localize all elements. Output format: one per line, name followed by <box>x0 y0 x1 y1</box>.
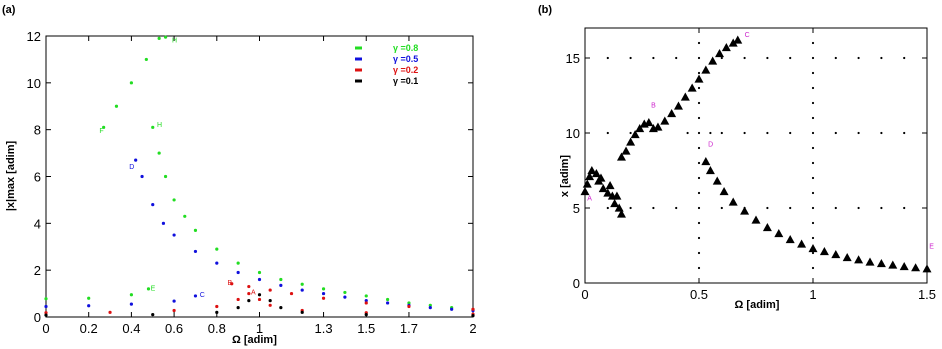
triangle-marker <box>695 75 704 83</box>
x-tick-label: 0.4 <box>122 321 141 336</box>
grid-dot <box>835 207 837 209</box>
data-point <box>269 304 272 307</box>
y-tick-label: 6 <box>33 169 41 185</box>
data-point <box>215 305 218 308</box>
grid-dot <box>812 162 814 164</box>
grid-dot <box>698 87 700 89</box>
triangle-marker <box>888 261 897 269</box>
grid-dot <box>630 57 632 59</box>
data-point <box>173 198 176 201</box>
y-tick-label: 10 <box>565 126 580 141</box>
data-point <box>108 311 111 314</box>
data-point <box>194 294 197 297</box>
triangle-marker <box>774 229 783 237</box>
data-point <box>301 283 304 286</box>
data-point <box>130 81 133 84</box>
triangle-marker <box>581 187 590 195</box>
triangle-marker <box>660 117 669 125</box>
grid-dot <box>812 57 814 59</box>
grid-dot <box>698 237 700 239</box>
data-point <box>258 293 261 296</box>
grid-dot <box>812 117 814 119</box>
panel-a-xlabel: Ω [adim] <box>232 334 277 346</box>
triangle-marker <box>752 216 761 224</box>
data-point <box>44 297 47 300</box>
grid-dot <box>744 132 746 134</box>
grid-dot <box>812 267 814 269</box>
grid-dot <box>698 207 700 209</box>
grid-dot <box>789 57 791 59</box>
data-point <box>301 288 304 291</box>
point-label: B <box>651 102 656 110</box>
data-point <box>44 314 47 317</box>
triangle-marker <box>701 66 710 74</box>
triangle-marker <box>854 255 863 263</box>
data-point <box>87 297 90 300</box>
x-tick-label: 0.8 <box>207 321 226 336</box>
grid-dot <box>607 207 609 209</box>
y-tick-label: 0 <box>33 310 41 325</box>
grid-dot <box>858 207 860 209</box>
data-point <box>279 306 282 309</box>
grid-dot <box>812 102 814 104</box>
triangle-marker <box>729 198 738 206</box>
panel-b-ylabel: x [adim] <box>559 154 571 198</box>
data-point <box>290 292 293 295</box>
data-point <box>134 159 137 162</box>
grid-dot <box>698 177 700 179</box>
triangle-marker <box>688 84 697 92</box>
triangle-marker <box>681 93 690 101</box>
grid-dot <box>675 57 677 59</box>
data-point <box>386 301 389 304</box>
grid-dot <box>698 192 700 194</box>
x-tick-label: 0.2 <box>79 321 98 336</box>
triangle-marker <box>606 181 615 189</box>
grid-dot <box>698 222 700 224</box>
triangle-marker <box>706 166 715 174</box>
grid-dot <box>880 132 882 134</box>
data-point <box>183 215 186 218</box>
point-label: E <box>150 285 156 293</box>
data-point <box>269 288 272 291</box>
data-point <box>151 203 154 206</box>
data-point <box>215 262 218 265</box>
grid-dot <box>698 102 700 104</box>
data-point <box>44 305 47 308</box>
data-point <box>115 105 118 108</box>
triangle-marker <box>831 250 840 258</box>
data-point <box>343 295 346 298</box>
grid-dot <box>812 192 814 194</box>
triangle-marker <box>820 247 829 255</box>
legend-label: γ =0.8 <box>393 43 419 53</box>
grid-dot <box>835 132 837 134</box>
x-tick-label: 1.7 <box>399 321 418 336</box>
grid-dot <box>858 132 860 134</box>
grid-dot <box>812 87 814 89</box>
grid-dot <box>698 117 700 119</box>
data-point <box>215 247 218 250</box>
y-tick-label: 5 <box>572 201 580 216</box>
data-point <box>322 287 325 290</box>
panel-b-data <box>581 32 935 272</box>
data-point <box>258 298 261 301</box>
panel-a-label: (a) <box>2 4 16 16</box>
y-tick-label: 0 <box>572 276 580 291</box>
grid-dot <box>652 57 654 59</box>
data-point <box>173 233 176 236</box>
grid-dot <box>766 207 768 209</box>
panel-a-ylabel: |x|max [adim] <box>5 140 17 212</box>
grid-dot <box>835 57 837 59</box>
grid-points <box>607 42 906 269</box>
x-tick-label: 1 <box>809 287 817 302</box>
data-point <box>450 308 453 311</box>
grid-dot <box>607 132 609 134</box>
data-point <box>365 294 368 297</box>
data-point <box>343 291 346 294</box>
data-point <box>247 292 250 295</box>
grid-dot <box>630 207 632 209</box>
triangle-marker <box>720 187 729 195</box>
data-point <box>237 306 240 309</box>
panel-b-xlabel: Ω [adim] <box>734 299 780 311</box>
y-tick-label: 12 <box>26 29 41 44</box>
grid-dot <box>812 177 814 179</box>
x-tick-label: 0.5 <box>689 287 709 302</box>
point-label: H <box>171 37 178 45</box>
triangle-marker <box>900 262 909 270</box>
data-point <box>194 229 197 232</box>
grid-dot <box>789 207 791 209</box>
point-label: H <box>157 121 163 129</box>
series-group <box>44 280 474 316</box>
grid-dot <box>812 72 814 74</box>
data-point <box>173 299 176 302</box>
x-tick-label: 2 <box>469 321 477 336</box>
grid-dot <box>880 207 882 209</box>
data-point <box>158 37 161 40</box>
triangle-marker <box>733 36 742 44</box>
grid-dot <box>812 42 814 44</box>
triangle-marker <box>786 235 795 243</box>
data-point <box>173 309 176 312</box>
grid-dot <box>698 252 700 254</box>
legend-label: γ =0.5 <box>393 54 419 64</box>
data-point <box>237 271 240 274</box>
legend-label: γ =0.1 <box>393 76 419 86</box>
y-tick-label: 2 <box>33 263 41 279</box>
triangle-marker <box>701 157 710 165</box>
data-point <box>158 151 161 154</box>
data-point <box>471 314 474 317</box>
data-point <box>365 313 368 316</box>
grid-dot <box>698 147 700 149</box>
x-tick-label: 0.6 <box>165 321 184 336</box>
grid-dot <box>721 57 723 59</box>
grid-dot <box>698 162 700 164</box>
point-label: C <box>744 32 750 39</box>
grid-dot <box>766 57 768 59</box>
triangle-marker <box>708 57 717 65</box>
grid-dot <box>903 207 905 209</box>
grid-dot <box>607 57 609 59</box>
grid-dot <box>687 132 689 134</box>
x-tick-label: 1.5 <box>357 321 376 336</box>
grid-dot <box>858 57 860 59</box>
grid-dot <box>789 132 791 134</box>
grid-dot <box>675 207 677 209</box>
grid-dot <box>880 57 882 59</box>
data-point <box>258 278 261 281</box>
data-point <box>164 36 167 39</box>
data-point <box>407 305 410 308</box>
grid-dot <box>903 132 905 134</box>
grid-dot <box>721 132 723 134</box>
panel-b-label: (b) <box>538 4 553 16</box>
triangle-marker <box>667 109 676 117</box>
triangle-marker <box>610 199 619 207</box>
series-group <box>581 32 935 272</box>
point-label: E <box>929 243 934 251</box>
y-tick-label: 4 <box>33 216 41 232</box>
y-tick-label: 8 <box>33 122 41 138</box>
data-point <box>247 285 250 288</box>
grid-dot <box>630 132 632 134</box>
point-label: B <box>227 280 233 288</box>
triangle-marker <box>843 253 852 261</box>
data-point <box>151 126 154 129</box>
grid-dot <box>698 72 700 74</box>
grid-dot <box>812 132 814 134</box>
grid-dot <box>652 207 654 209</box>
triangle-marker <box>877 259 886 267</box>
grid-dot <box>698 267 700 269</box>
grid-dot <box>903 57 905 59</box>
data-point <box>87 304 90 307</box>
point-label: D <box>129 164 135 172</box>
legend-label: γ =0.2 <box>393 65 419 75</box>
data-point <box>247 299 250 302</box>
data-point <box>145 58 148 61</box>
data-point <box>429 306 432 309</box>
grid-dot <box>812 207 814 209</box>
triangle-marker <box>911 263 920 271</box>
data-point <box>164 175 167 178</box>
series-group <box>44 159 474 313</box>
y-tick-label: 15 <box>565 51 580 66</box>
data-point <box>279 284 282 287</box>
data-point <box>386 298 389 301</box>
data-point <box>130 293 133 296</box>
grid-dot <box>812 252 814 254</box>
data-point <box>151 313 154 316</box>
data-point <box>130 303 133 306</box>
data-point <box>162 222 165 225</box>
grid-dot <box>698 42 700 44</box>
data-point <box>147 287 150 290</box>
point-label: D <box>708 141 714 149</box>
data-point <box>237 262 240 265</box>
triangle-marker <box>626 138 635 146</box>
grid-dot <box>812 147 814 149</box>
x-tick-label: 0 <box>581 287 589 302</box>
x-tick-label: 1.3 <box>314 321 333 336</box>
data-point <box>365 301 368 304</box>
triangle-marker <box>809 244 818 252</box>
triangle-marker <box>866 258 875 266</box>
triangle-marker <box>713 177 722 185</box>
data-point <box>215 311 218 314</box>
point-label: A <box>250 289 256 297</box>
data-point <box>301 311 304 314</box>
grid-dot <box>812 237 814 239</box>
data-point <box>471 308 474 311</box>
point-label: A <box>587 195 592 203</box>
data-point <box>140 175 143 178</box>
grid-dot <box>766 132 768 134</box>
data-point <box>258 271 261 274</box>
panel-b-axes <box>585 28 927 283</box>
x-tick-label: 1.5 <box>917 287 937 302</box>
grid-dot <box>709 132 711 134</box>
triangle-marker <box>740 207 749 215</box>
triangle-marker <box>797 240 806 248</box>
point-label: F <box>99 127 104 135</box>
point-label: C <box>199 291 205 299</box>
triangle-marker <box>622 147 631 155</box>
triangle-marker <box>763 223 772 231</box>
data-point <box>237 298 240 301</box>
data-point <box>194 250 197 253</box>
x-tick-label: 1 <box>255 321 264 336</box>
grid-dot <box>698 57 700 59</box>
data-point <box>322 297 325 300</box>
triangle-marker <box>583 180 592 188</box>
data-point <box>269 299 272 302</box>
data-point <box>279 278 282 281</box>
triangle-marker <box>674 102 683 110</box>
y-tick-label: 10 <box>26 75 41 91</box>
data-point <box>322 292 325 295</box>
grid-dot <box>721 207 723 209</box>
grid-dot <box>698 132 700 134</box>
panel-a-legend <box>355 43 418 86</box>
x-tick-label: 0 <box>42 321 50 336</box>
grid-dot <box>744 57 746 59</box>
triangle-marker <box>923 264 932 272</box>
grid-dot <box>812 222 814 224</box>
triangle-marker <box>722 43 731 51</box>
